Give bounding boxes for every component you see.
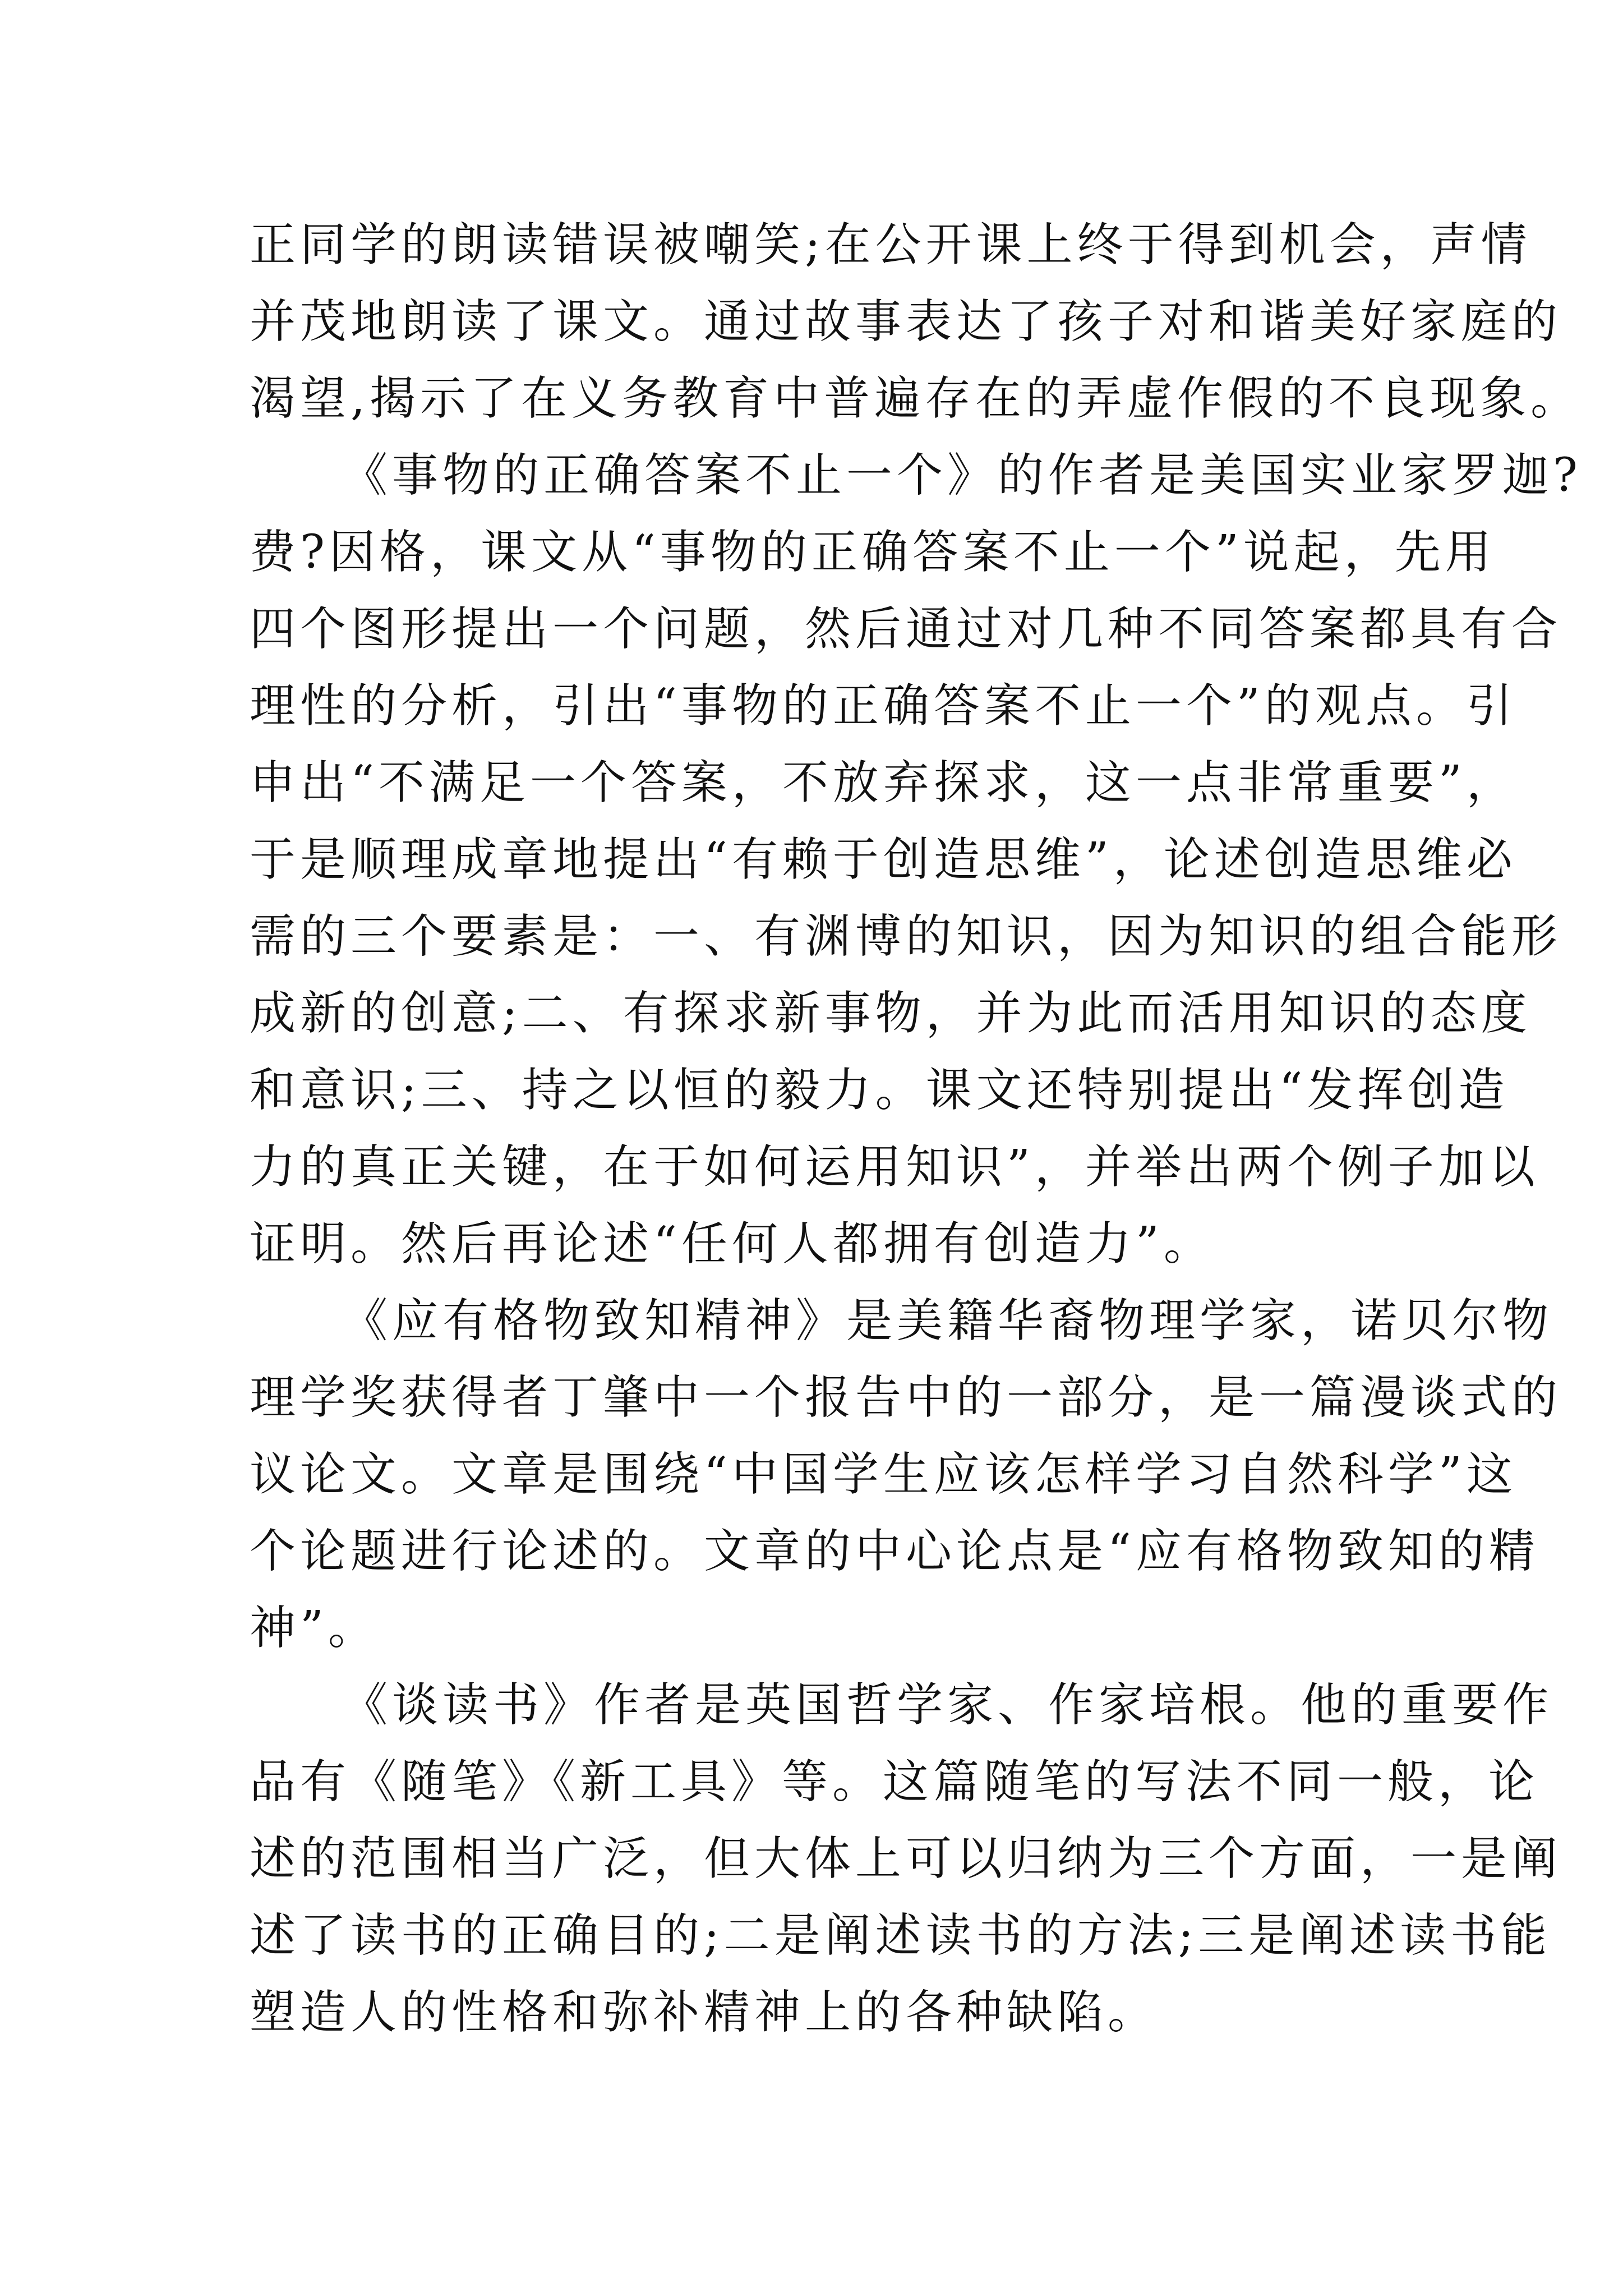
text-line: 理性的分析，引出“事物的正确答案不止一个”的观点。引: [250, 679, 1517, 733]
text-line: 《应有格物致知精神》是美籍华裔物理学家，诺贝尔物: [342, 1294, 1553, 1347]
paragraph-1: [250, 206, 1581, 437]
text-line: 《事物的正确答案不止一个》的作者是美国实业家罗迦?: [342, 449, 1582, 502]
text-line: 议论文。文章是围绕“中国学生应该怎样学习自然科学”这: [250, 1448, 1517, 1501]
paragraph-3: [250, 1282, 1562, 1667]
text-line: 于是顺理成章地提出“有赖于创造思维”，论述创造思维必: [250, 833, 1517, 886]
text-line: 成新的创意;二、有探求新事物，并为此而活用知识的态度: [250, 987, 1532, 1040]
text-line: 正同学的朗读错误被嘲笑;在公开课上终于得到机会，声情: [250, 218, 1532, 272]
text-line: 费?因格，课文从“事物的正确答案不止一个”说起，先用: [250, 526, 1496, 579]
text-line: 需的三个要素是：一、有渊博的知识，因为知识的组合能形: [250, 910, 1562, 963]
paragraph-4: [250, 1667, 1562, 2051]
text-line: 述了读书的正确目的;二是阐述读书的方法;三是阐述读书能: [250, 1909, 1552, 1962]
text-line: 证明。然后再论述“任何人都拥有创造力”。: [250, 1217, 1214, 1271]
text-line: 渴望,揭示了在义务教育中普遍存在的弄虚作假的不良现象。: [250, 372, 1581, 425]
document-body: [250, 206, 1582, 2051]
text-line: 《谈读书》作者是英国哲学家、作家培根。他的重要作: [342, 1678, 1553, 1732]
paragraph-2: [250, 437, 1582, 1282]
text-line: 和意识;三、持之以恒的毅力。课文还特别提出“发挥创造: [250, 1064, 1509, 1117]
text-line: 品有《随笔》《新工具》等。这篇随笔的写法不同一般，论: [250, 1755, 1539, 1809]
text-line: 力的真正关键，在于如何运用知识”，并举出两个例子加以: [250, 1140, 1539, 1194]
text-line: 神”。: [250, 1602, 379, 1655]
text-line: 个论题进行论述的。文章的中心论点是“应有格物致知的精: [250, 1525, 1539, 1578]
text-line: 并茂地朗读了课文。通过故事表达了孩子对和谐美好家庭的: [250, 295, 1562, 348]
text-line: 理学奖获得者丁肇中一个报告中的一部分，是一篇漫谈式的: [250, 1371, 1562, 1424]
text-line: 塑造人的性格和弥补精神上的各种缺陷。: [250, 1986, 1159, 2039]
text-line: 申出“不满足一个答案，不放弃探求，这一点非常重要”，: [250, 756, 1517, 809]
text-line: 四个图形提出一个问题，然后通过对几种不同答案都具有合: [250, 602, 1562, 656]
text-line: 述的范围相当广泛，但大体上可以归纳为三个方面，一是阐: [250, 1832, 1562, 1885]
